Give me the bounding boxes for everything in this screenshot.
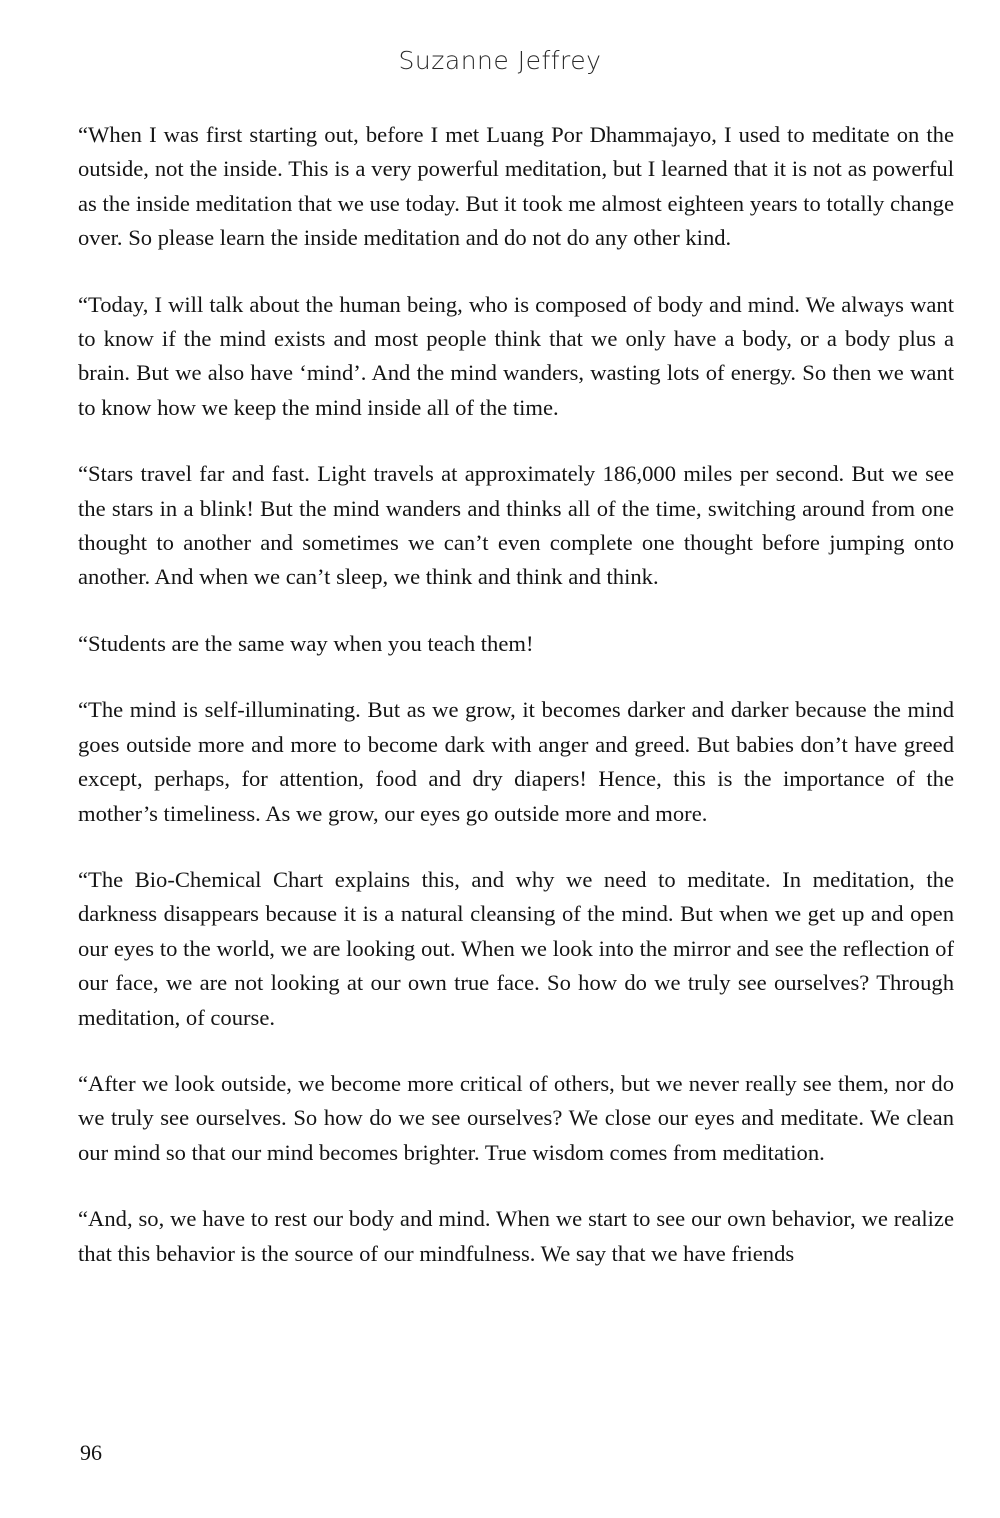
- paragraph-4: “Students are the same way when you teach them!: [78, 630, 534, 656]
- running-header-author: Suzanne Jeffrey: [398, 46, 602, 75]
- page-number: 96: [80, 1440, 102, 1465]
- body-text: [78, 118, 954, 1303]
- paragraph-2: “Today, I will talk about the human being, who is composed of body and mind. We always want to know if the mind exists and most people think that we only have a body, or a body plus a brain. But we also have ‘mind’. And the mind wanders, wasting lots of energy. So then we want to know how we keep the mind inside all of the time.: [78, 291, 954, 420]
- paragraph-5: “The mind is self-illuminating. But as we grow, it becomes darker and darker because the mind goes outside more and more to become dark with anger and greed. But babies don’t have greed except, perhaps, for attention, food and dry diapers! Hence, this is the importance of the mother’s timeliness. As we grow, our eyes go outside more and more.: [78, 697, 954, 826]
- paragraph-8: “And, so, we have to rest our body and mind. When we start to see our own behavior, we realize that this behavior is the source of our mindfulness. We say that we have friends: [78, 1206, 954, 1266]
- paragraph-3: “Stars travel far and fast. Light travels at approximately 186,000 miles per second. But we see the stars in a blink! But the mind wanders and thinks all of the time, switching around from one thought to another and sometimes we can’t even complete one thought before jumping onto another. And when we can’t sleep, we think and think and think.: [78, 461, 954, 590]
- paragraph-7: “After we look outside, we become more critical of others, but we never really see them, nor do we truly see ourselves. So how do we see ourselves? We close our eyes and meditate. We clean our mind so that our mind becomes brighter. True wisdom comes from meditation.: [78, 1070, 954, 1165]
- paragraph-1: “When I was first starting out, before I met Luang Por Dhammajayo, I used to meditate on the outside, not the inside. This is a very powerful meditation, but I learned that it is not as powerful as the inside meditation that we use today. But it took me almost eighteen years to totally change over. So please learn the inside meditation and do not do any other kind.: [78, 122, 954, 251]
- paragraph-6: “The Bio-Chemical Chart explains this, and why we need to meditate. In meditation, the darkness disappears because it is a natural cleansing of the mind. But when we get up and open our eyes to the world, we are looking out. When we look into the mirror and see the reflection of our face, we are not looking at our own true face. So how do we truly see ourselves? Through meditation, of course.: [78, 866, 954, 1030]
